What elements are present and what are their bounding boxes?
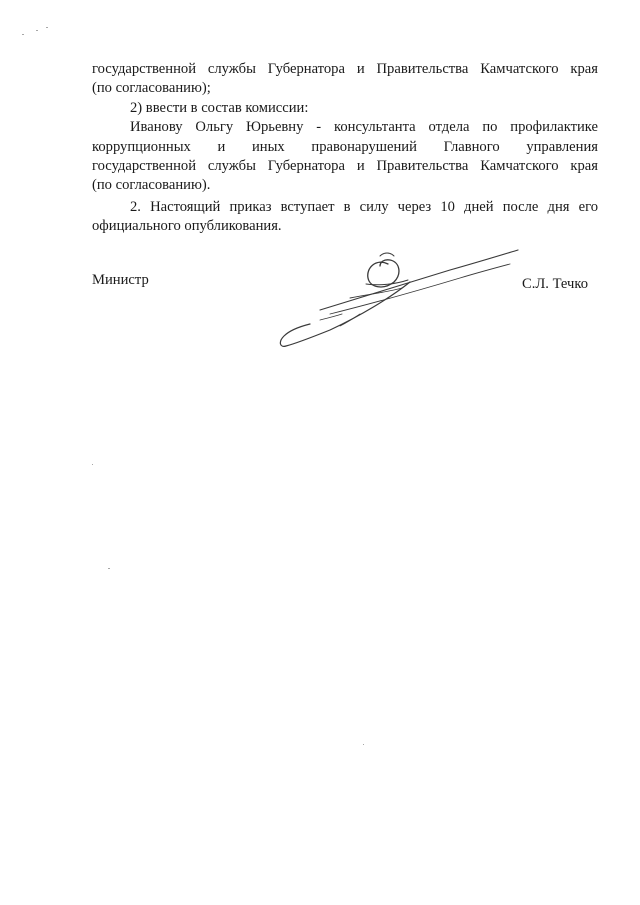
signatory-name: С.Л. Течко <box>522 276 589 292</box>
text-line: государственной службы Губернатора и Правительства Камчатского края <box>92 158 598 175</box>
scan-speck <box>46 27 48 28</box>
scan-speck <box>92 464 93 465</box>
text-line: государственной службы Губернатора и Правительства Камчатского края <box>92 61 598 77</box>
document-body <box>92 60 598 237</box>
text-line: официального опубликования. <box>92 218 282 235</box>
scan-speck <box>108 568 110 569</box>
scan-speck <box>36 30 38 31</box>
signatory-title: Министр <box>92 272 149 288</box>
handwritten-signature <box>270 238 530 358</box>
text-line: 2) ввести в состав комиссии: <box>130 99 309 116</box>
text-line: коррупционных и иных правонарушений Главного управления <box>92 138 598 155</box>
text-line: (по согласованию); <box>92 80 211 97</box>
scan-speck <box>363 744 364 745</box>
scan-speck <box>22 34 24 35</box>
text-line: Иванову Ольгу Юрьевну - консультанта отдела по профилактике <box>130 119 598 136</box>
text-line: 2. Настоящий приказ вступает в силу через 10 дней после дня его <box>130 198 598 215</box>
text-line: (по согласованию). <box>92 177 211 194</box>
